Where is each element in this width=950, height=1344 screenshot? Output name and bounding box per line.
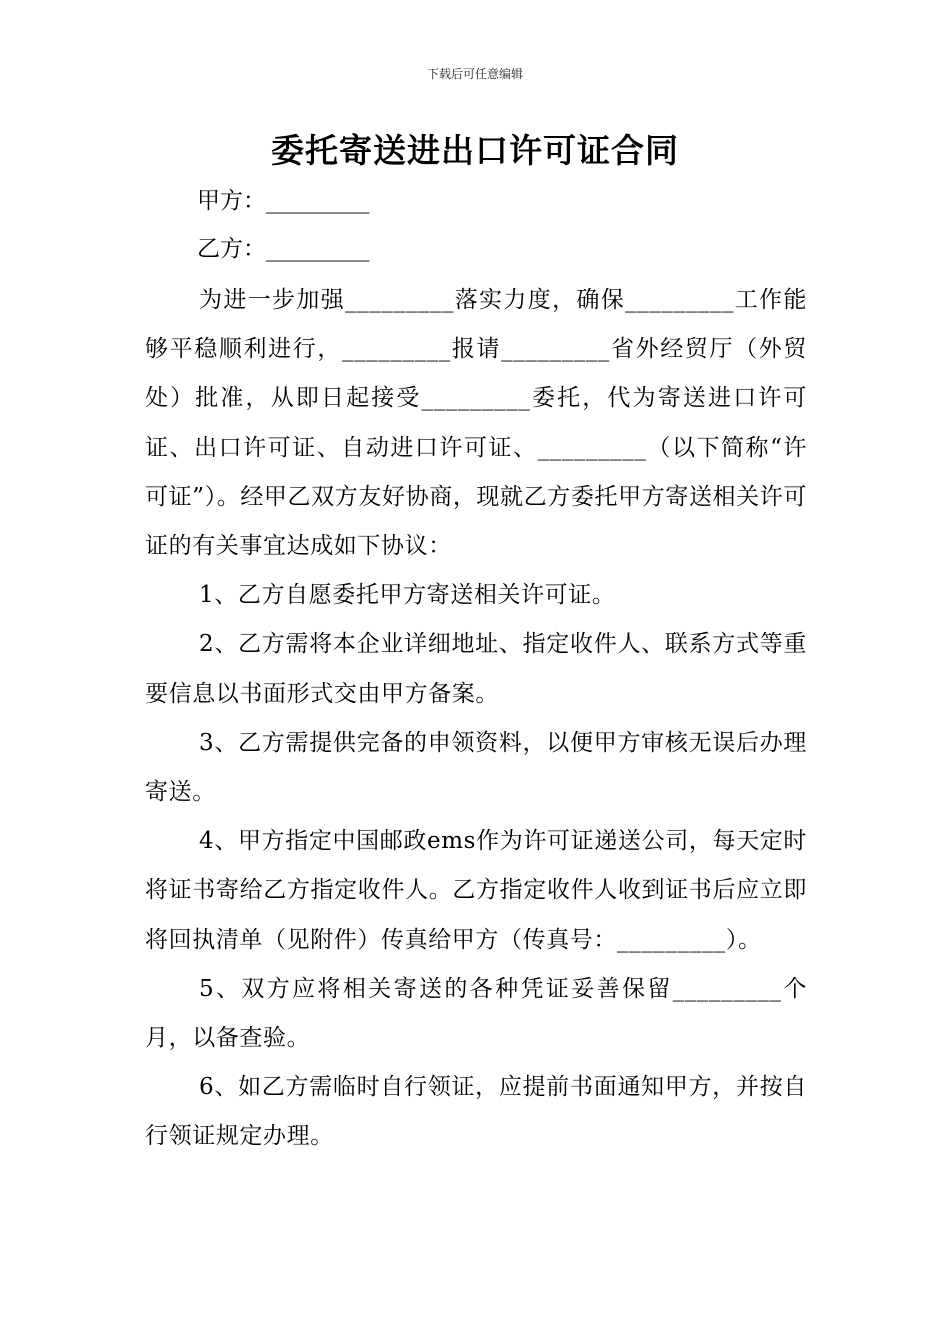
contract-body (145, 276, 807, 1162)
clause-6: 6、如乙方需临时自行领证，应提前书面通知甲方，并按自行领证规定办理。 (145, 1074, 807, 1150)
party-a-line: 甲方：_________ (197, 188, 370, 214)
header-note: 下载后可任意编辑 (426, 67, 523, 81)
clause-3: 3、乙方需提供完备的申领资料，以便甲方审核无误后办理寄送。 (145, 729, 807, 806)
intro-paragraph: 为进一步加强_________落实力度，确保_________工作能够平稳顺利进行，_________报请_________省外经贸厅（外贸处）批准，从即日起接受_________委托，代为寄送进口许可证、出口许可证、自动进口许可证、_________（以下简称“许可证”）。经甲乙双方友好协商，现就乙方委托甲方寄送相关许可证的有关事宜达成如下协议： (145, 287, 807, 560)
contract-title: 委托寄送进出口许可证合同 (271, 131, 679, 170)
clause-2: 2、乙方需将本企业详细地址、指定收件人、联系方式等重要信息以书面形式交由甲方备案。 (145, 631, 807, 707)
clause-1: 1、乙方自愿委托甲方寄送相关许可证。 (199, 582, 616, 609)
party-b-line: 乙方：_________ (197, 236, 370, 262)
clause-5: 5、双方应将相关寄送的各种凭证妥善保留_________个月，以备查验。 (145, 975, 807, 1052)
clause-4: 4、甲方指定中国邮政ems作为许可证递送公司，每天定时将证书寄给乙方指定收件人。乙方指定收件人收到证书后应立即将回执清单（见附件）传真给甲方（传真号：_________）。 (145, 828, 807, 953)
